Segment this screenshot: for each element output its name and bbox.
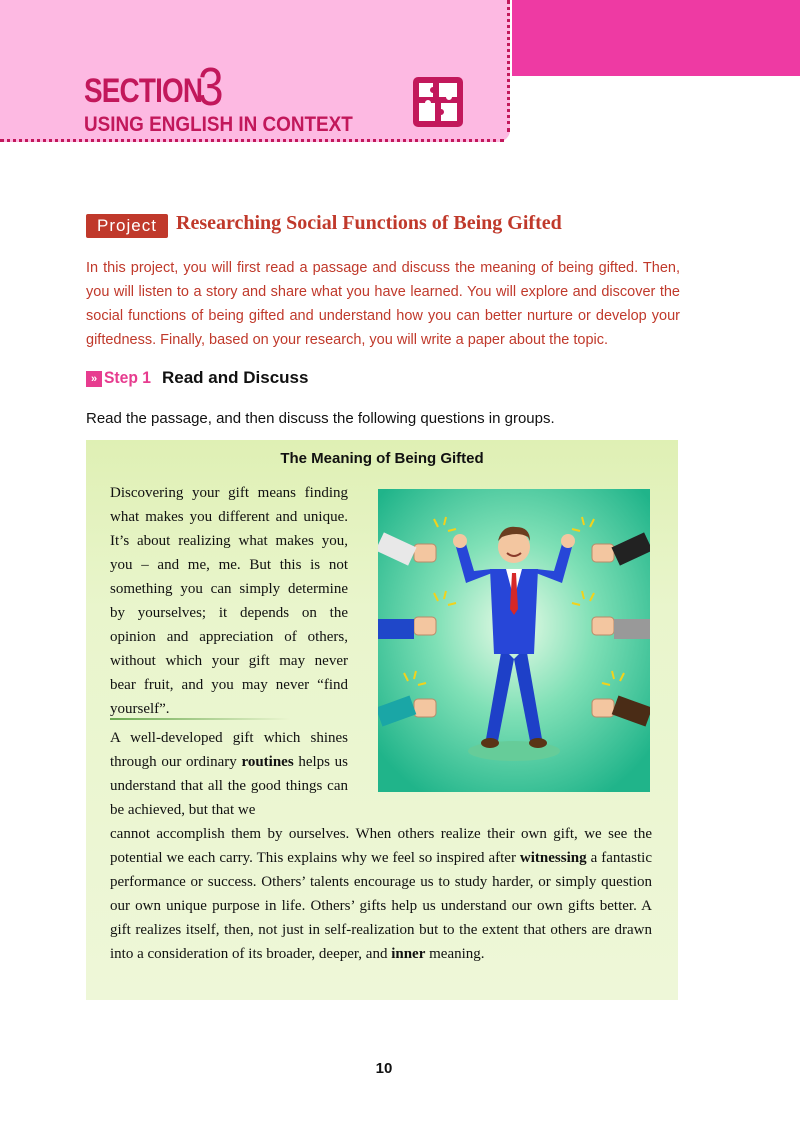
vocab-word: witnessing xyxy=(519,850,587,866)
text-run: meaning. xyxy=(425,946,485,962)
step-title: Read and Discuss xyxy=(162,368,309,387)
project-title: Researching Social Functions of Being Gifted xyxy=(176,212,562,234)
passage-title: The Meaning of Being Gifted xyxy=(280,450,484,467)
section-label: SECTION xyxy=(84,72,203,110)
puzzle-icon xyxy=(413,77,463,127)
text-run: A well-developed gift which shines through our ordinary xyxy=(110,730,348,770)
banner-dotted-border-right xyxy=(507,0,510,132)
section-subtitle: USING ENGLISH IN CONTEXT xyxy=(84,113,353,136)
paragraph-divider xyxy=(110,718,290,720)
text-run: a fantastic performance or success. Others’ talents encourage us to study harder, or simply question our own unique purpose in life. Others’ gifts help us understand our own gifts better. A gift realizes itself, then, not just in self-realization but to the extent that others are drawn into a consideration of its broader, deeper, and xyxy=(110,850,653,962)
section-number: 3 xyxy=(198,57,224,117)
header-accent-bar xyxy=(512,0,800,76)
double-chevron-icon: » xyxy=(86,371,102,387)
page-number: 10 xyxy=(375,1060,393,1077)
text-run: helps us understand that all the good things can be achieved, but that we xyxy=(110,754,348,818)
gifted-man-illustration xyxy=(378,489,650,792)
banner-dotted-border xyxy=(0,139,504,142)
text-run: cannot accomplish them by ourselves. When others realize their own gift, we see the potential we each carry. This explains why we feel so inspired after xyxy=(110,826,652,866)
passage-paragraph-2 xyxy=(110,726,348,822)
project-tag: Project xyxy=(86,214,168,238)
step-label: Step 1 xyxy=(104,368,151,387)
passage-box xyxy=(86,440,678,1000)
project-intro: In this project, you will first read a passage and discuss the meaning of being gifted. Then, you will listen to a story and share what you have learned. You will explore and discover the social functions of being gifted and understand how you can better nurture or develop your giftedness. Finally, based on your research, you will write a paper about the topic. xyxy=(86,260,680,348)
step-instruction: Read the passage, and then discuss the following questions in groups. xyxy=(86,410,555,427)
passage-paragraph-1: Discovering your gift means finding what makes you different and unique. It’s about realizing what makes you, you – and me, me. But this is not something you can simply determine by yourselves; it depends on the opinion and appreciation of others, without which your gift may never bear fruit, and you may never “find yourself”. xyxy=(110,485,348,717)
vocab-word: routines xyxy=(241,754,294,770)
vocab-word: inner xyxy=(391,946,426,962)
passage-paragraph-3 xyxy=(110,822,652,966)
